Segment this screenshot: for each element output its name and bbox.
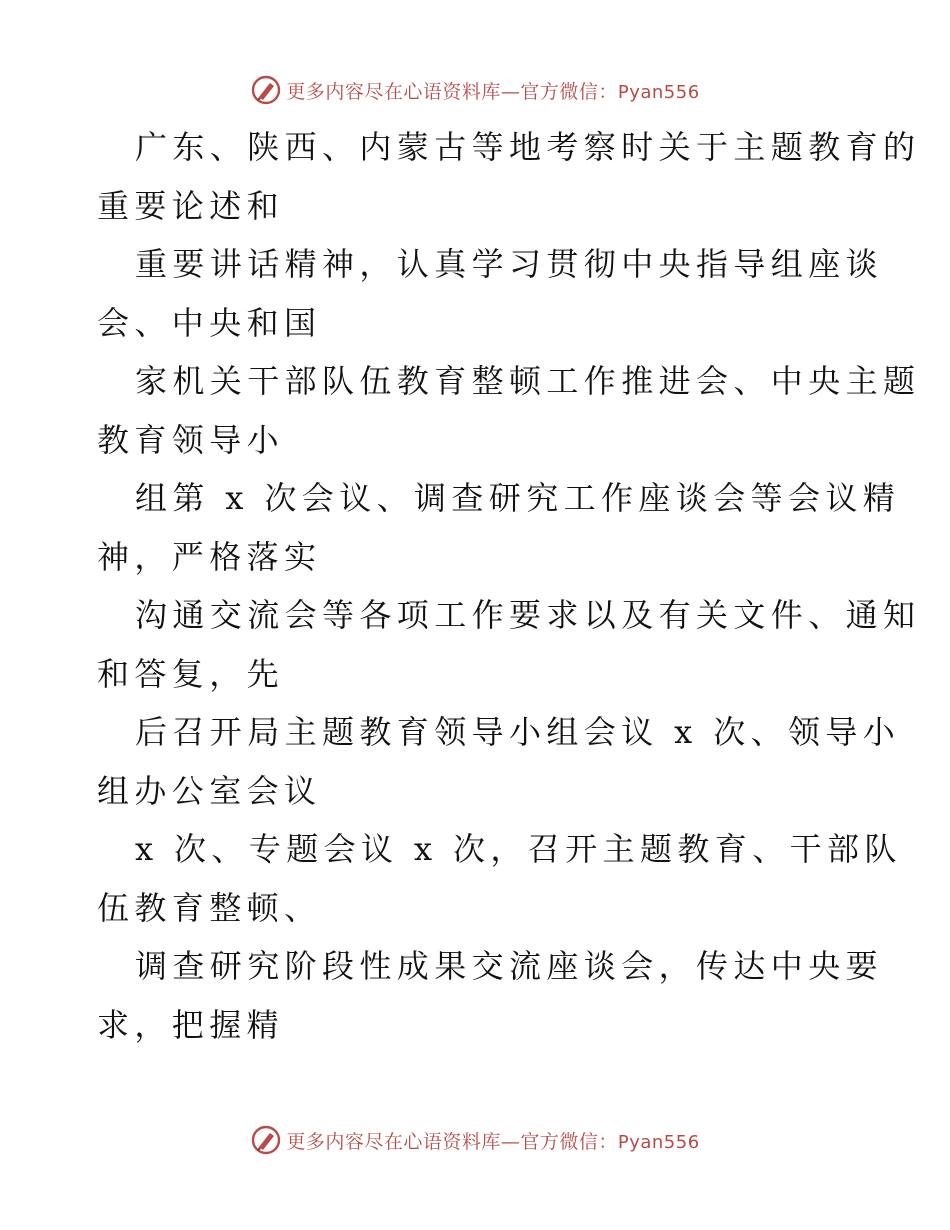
pen-logo-icon [250,74,282,106]
line-10: 和答复，先 [97,654,285,693]
line-4: 会、中央和国 [97,303,322,342]
line-7: 组第 x 次会议、调查研究工作座谈会等会议精 [135,479,901,517]
line-9: 沟通交流会等各项工作要求以及有关文件、通知 [135,596,921,634]
banner-wechat-id: Pyan556 [617,81,700,103]
banner-official: 官方微信： [520,80,618,103]
line-13: x 次、专题会议 x 次，召开主题教育、干部队 [135,830,902,868]
pen-logo-icon [250,1124,282,1156]
header-banner [0,70,950,110]
banner-wechat-id: Pyan556 [617,1131,700,1153]
line-16: 求，把握精 [97,1005,285,1044]
banner-separator: — [500,1130,521,1153]
line-14: 伍教育整顿、 [97,888,322,927]
banner-brand: 更多内容尽在心语资料库 [286,80,501,103]
line-11: 后召开局主题教育领导小组会议 x 次、领导小 [135,713,901,751]
line-12: 组办公室会议 [97,771,322,810]
banner-official: 官方微信： [520,1130,618,1153]
line-2: 重要论述和 [97,186,285,225]
line-8: 神，严格落实 [97,537,322,576]
footer-banner [0,1120,950,1160]
line-3: 重要讲话精神，认真学习贯彻中央指导组座谈 [135,245,884,283]
line-6: 教育领导小 [97,420,285,459]
banner-separator: — [500,80,521,103]
banner-text [286,1127,699,1154]
line-15: 调查研究阶段性成果交流座谈会，传达中央要 [135,947,884,985]
line-5: 家机关干部队伍教育整顿工作推进会、中央主题 [135,362,921,400]
document-body [97,118,921,1054]
line-1: 广东、陕西、内蒙古等地考察时关于主题教育的 [135,128,921,166]
banner-brand: 更多内容尽在心语资料库 [286,1130,501,1153]
banner-text [286,77,699,104]
